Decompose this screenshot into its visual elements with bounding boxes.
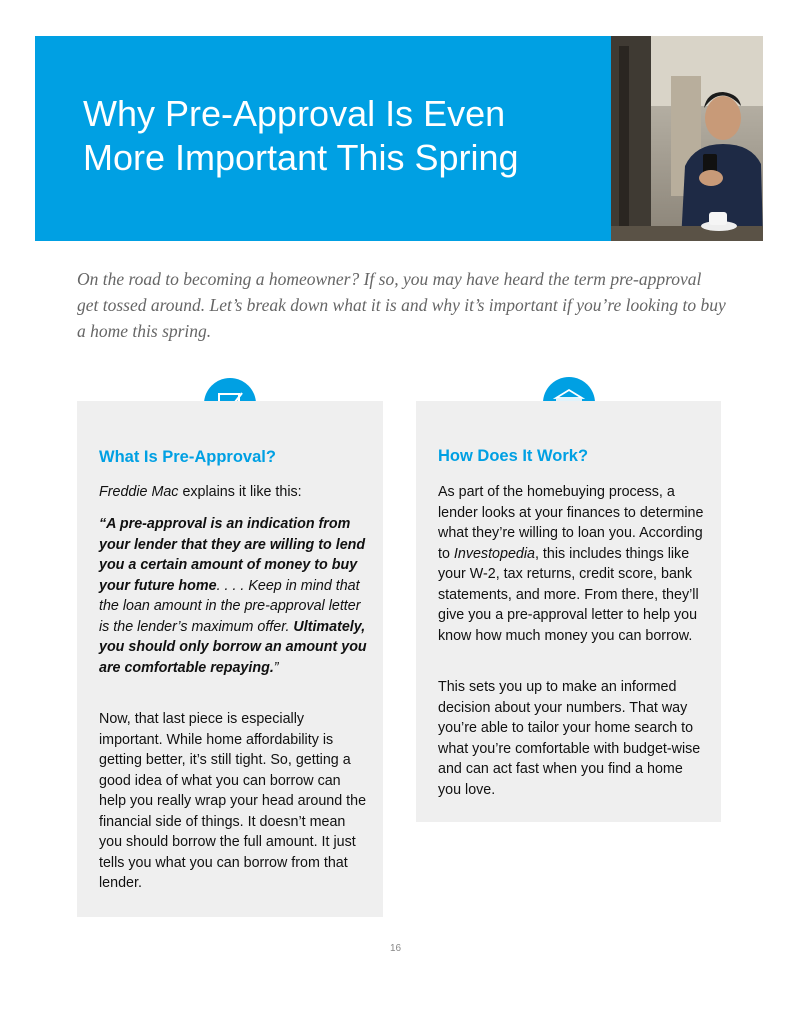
page-title: Why Pre-Approval Is Even More Important This Spring <box>83 93 519 178</box>
p1-source: Investopedia <box>453 545 535 562</box>
quote-bold-2: Ultimately, you should only borrow an amount you are comfortable repaying. <box>99 618 367 676</box>
source-line <box>99 482 369 503</box>
source-name: Freddie Mac <box>99 484 179 500</box>
intro-text: On the road to becoming a homeowner? If so, you may have heard the term pre-approval get tossed around. Let’s break down what it is and why it’s important if you’re looking to buy a home this spring. <box>77 269 726 341</box>
page-number: 16 <box>389 943 402 954</box>
card-heading: What Is Pre-Approval? <box>99 448 276 466</box>
quote-end: ” <box>273 659 279 676</box>
quote-bold-1: “A pre-approval is an indication from your lender that they are willing to lend you a certain amount of money to buy your future home <box>99 516 366 594</box>
how-does-it-work-card <box>416 401 721 822</box>
card-paragraph-1 <box>438 482 706 646</box>
title-banner <box>35 36 611 241</box>
card-heading: How Does It Work? <box>438 447 589 465</box>
quote-block <box>99 514 369 678</box>
card-body: Now, that last piece is especially important. While home affordability is getting better, it’s still tight. So, getting a good idea of what you can borrow can help you really wrap your head around the financial side of things. It doesn’t mean you should borrow the full amount. It just tells you what you can borrow from that lender. <box>99 711 367 891</box>
p1-start: As part of the homebuying process, a lender looks at your finances to determine what they’re willing to loan you. According to <box>438 484 704 562</box>
quote-plain-1: . . . . Keep in mind that the loan amount in the pre-approval letter is the lender’s maximum offer. <box>99 577 361 635</box>
what-is-preapproval-card <box>77 401 383 917</box>
man-with-phone-photo <box>611 36 763 241</box>
p1-end: , this includes things like your W-2, tax returns, credit score, bank statements, and more. From there, they’ll give you a pre-approval letter to help you know how much money you can borrow. <box>438 545 699 644</box>
card-paragraph-2: This sets you up to make an informed decision about your numbers. That way you’re able to tailor your home search to what you’re comfortable with budget-wise and can act fast when you find a home you love. <box>438 679 701 798</box>
source-rest: explains it like this: <box>178 484 302 500</box>
